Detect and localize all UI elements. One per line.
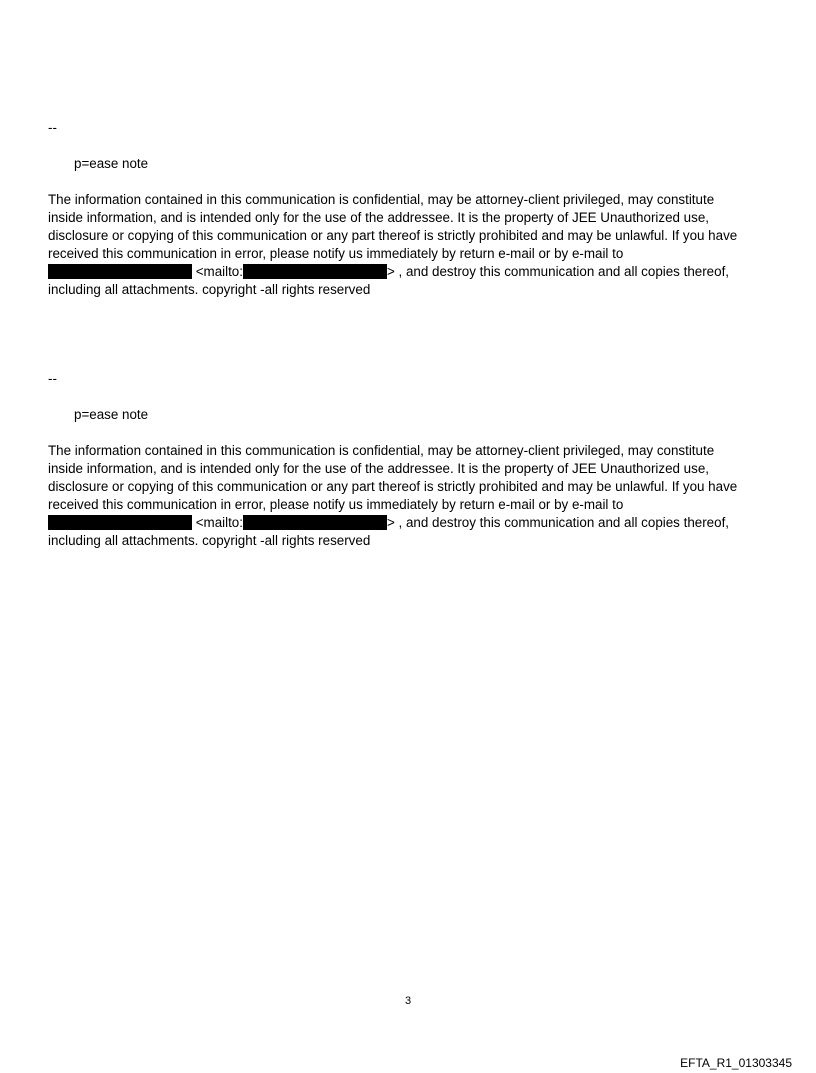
redaction-bar [243, 264, 387, 279]
note-heading: p=ease note [74, 156, 149, 171]
paragraph-line: disclosure or copying of this communication or any part thereof is strictly prohibited and may be unlawful. If you have [48, 479, 738, 494]
paragraph-line: inside information, and is intended only for the use of the addressee. It is the property of JEE Unauthorized use, [48, 210, 709, 225]
paragraph-line: received this communication in error, please notify us immediately by return e-mail or by e-mail to [48, 497, 624, 512]
redaction-bar [48, 264, 192, 279]
paragraph-line: The information contained in this communication is confidential, may be attorney-client privileged, may constitute [48, 192, 715, 207]
document-id: EFTA_R1_01303345 [680, 1056, 792, 1070]
disclaimer-paragraph [48, 442, 768, 550]
paragraph-line: including all attachments. copyright -all rights reserved [48, 533, 371, 548]
paragraph-line-email [48, 514, 768, 532]
disclaimer-block-2 [48, 370, 768, 550]
redaction-bar [243, 515, 387, 530]
paragraph-line: including all attachments. copyright -all rights reserved [48, 282, 371, 297]
paragraph-line: inside information, and is intended only for the use of the addressee. It is the property of JEE Unauthorized use, [48, 461, 709, 476]
note-heading: p=ease note [74, 407, 149, 422]
disclaimer-paragraph [48, 191, 768, 299]
page-number: 3 [404, 995, 412, 1007]
redaction-bar [48, 515, 192, 530]
disclaimer-block-1 [48, 119, 768, 299]
paragraph-line: received this communication in error, please notify us immediately by return e-mail or by e-mail to [48, 246, 624, 261]
paragraph-text: > , and destroy this communication and all copies thereof, [386, 515, 730, 530]
paragraph-line: disclosure or copying of this communication or any part thereof is strictly prohibited and may be unlawful. If you have [48, 228, 738, 243]
separator: -- [48, 120, 57, 135]
separator: -- [48, 371, 57, 386]
paragraph-text: > , and destroy this communication and all copies thereof, [386, 264, 730, 279]
mailto-text: <mailto: [192, 264, 243, 279]
mailto-text: <mailto: [192, 515, 243, 530]
paragraph-line: The information contained in this communication is confidential, may be attorney-client privileged, may constitute [48, 443, 715, 458]
paragraph-line-email [48, 263, 768, 281]
